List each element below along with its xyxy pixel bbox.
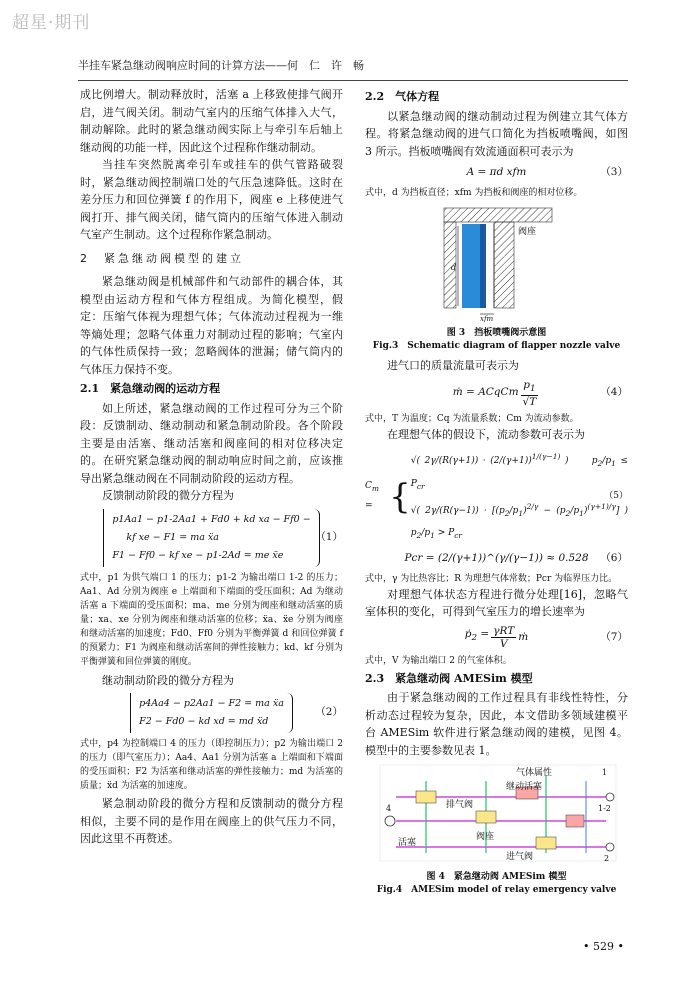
paragraph: 式中，V 为输出端口 2 的气室体积。 xyxy=(365,655,512,666)
figure-4-caption-en: Fig.4 AMESim model of relay emergency valve xyxy=(376,884,617,895)
paragraph: 式中，p1 为供气端口 1 的压力；p1-2 为输出端口 1-2 的压力；Aa1、Ad 分别为阀座 e 上端面和下端面的受压面积；Ad 为继动活塞 a 下端面的受压面积；ma、me 分别为阀座和继动活塞的质量；xa、xe 分别为阀座和继动活塞的位移；ẍa、ẍe 分别为阀座和继动活塞的加速度；Fd0、Ff0 分别为平衡弹簧 d 和回位弹簧 f 的预紧力；F1 为阀座和继动活塞间的弹性接触力；kd、kf 分别为平衡弹簧和回位弹簧的刚度。 xyxy=(80,572,343,667)
fig4-port-1: 1 xyxy=(601,768,607,778)
figure-4 xyxy=(365,761,628,897)
subsection-heading: 2.1 紧急继动阀的运动方程 xyxy=(80,382,221,395)
equation-body: A = πd xfm xyxy=(466,166,527,178)
equation-line: kf xe − F1 = ma ẍa xyxy=(126,531,219,543)
header-rule xyxy=(78,80,628,81)
paragraph: 继动制动阶段的微分方程为 xyxy=(102,673,234,687)
paragraph: 反馈制动阶段的微分方程为 xyxy=(102,489,234,502)
equation-body: ṁ = ACqCm xyxy=(452,386,519,399)
equation-number: （6） xyxy=(600,552,628,565)
figure-3-caption-en: Fig.3 Schematic diagram of flapper nozzle valve xyxy=(372,341,621,351)
watermark: 超星·期刊 xyxy=(12,13,91,33)
equation-1 xyxy=(80,509,343,567)
figure-3-caption-cn: 图 3 挡板喷嘴阀示意图 xyxy=(446,328,547,338)
flapper-nozzle-diagram xyxy=(422,204,572,322)
equation-line: p1Aa1 − p1-2Aa1 + Fd0 + kd xa − Ff0 − xyxy=(112,513,311,525)
equation-3 xyxy=(365,164,628,182)
label-valve-seat: 阀座 xyxy=(517,226,536,237)
fig4-label-valve-seat: 阀座 xyxy=(475,832,494,843)
equation-5: $C_m$ = { √( $2\gamma/(R(\gamma+1)) \cdot (2/(\gamma+1))^{1/(\gamma-1)}$ ) $p_2/p_1 \le P_{cr}$ √( $2\gamma/(R(\gamma-1)) \cdot [(p_2/p_1)^{2/\gamma} - (p_2/p_1)^{(\gamma+1)/\gamma}]$ ) $p_2/p_1 > P_{cr}$ （5） xyxy=(365,452,638,541)
figure-3 xyxy=(365,204,628,354)
equation-4: ṁ = ACqCm $\frac{p_1}{√T}$ （4） xyxy=(452,378,628,408)
paragraph: 对理想气体状态方程进行微分处理[16]，忽略气室体积的变化，可得到气室压力的增长速率为 xyxy=(365,587,628,619)
paragraph: 紧急制动阶段的微分方程和反馈制动的微分方程相似，主要不同的是作用在阀座上的供气压力不同，因此这里不再赘述。 xyxy=(80,797,343,845)
fig4-label-gas-properties: 气体属性 xyxy=(515,768,552,779)
equation-number: （5） xyxy=(604,490,628,501)
paragraph: 成比例增大。制动释放时，活塞 a 上移致使排气阀开启，进气阀关闭。制动气室内的压缩气体排入大气，制动解除。此时的紧急继动阀实际上与牵引车后轴上继动阀的功能一样，因此这个过程称作继动制动。 xyxy=(80,88,343,154)
equation-number: （2） xyxy=(315,706,343,719)
equation-7: ṗ$_2$ = $\frac{\text{γRT}}{V}$ ṁ （7） xyxy=(464,624,628,650)
right-column xyxy=(365,86,638,901)
equation-number: （4） xyxy=(600,386,628,399)
equation-line: p4Aa4 − p2Aa1 − F2 = ma ẍa xyxy=(139,698,284,709)
paragraph: 在理想气体的假设下，流动参数可表示为 xyxy=(387,427,585,441)
paragraph: 由于紧急继动阀的工作过程具有非线性特性，分析动态过程较为复杂，因此，本文借助多领域建模平台 AMESim 软件进行紧急继动阀的建模，见图 4。模型中的主要参数见表 1。 xyxy=(365,691,628,757)
label-diameter: d xyxy=(450,262,456,272)
equation-6 xyxy=(365,550,628,568)
equation-2 xyxy=(80,693,343,733)
amesim-model-diagram xyxy=(366,761,628,865)
paragraph: 紧急继动阀是机械部件和气动部件的耦合体，其模型由运动方程和气体方程组成。为简化模型，假定：压缩气体视为理想气体；气体流动过程视为一维等熵处理；忽略气体重力对制动过程的影响；气室内的气体性质保持一致；忽略阀体的泄漏；储气筒内的气体压力保持不变。 xyxy=(80,275,343,376)
paragraph: 以紧急继动阀的继动制动过程为例建立其气体方程。将紧急继动阀的进气口简化为挡板喷嘴阀，如图 3 所示。挡板喷嘴阀有效流通面积可表示为 xyxy=(365,109,628,158)
subsection-heading: 2.2 气体方程 xyxy=(365,90,440,103)
paragraph: 式中，d 为挡板直径；xfm 为挡板和阀座的相对位移。 xyxy=(365,187,583,198)
page-number: • 529 • xyxy=(583,940,624,953)
fig4-port-4: 4 xyxy=(385,804,391,814)
equation-number: （3） xyxy=(600,166,628,178)
equation-number: （1） xyxy=(315,530,343,543)
paragraph: 进气口的质量流量可表示为 xyxy=(387,359,519,372)
paragraph: 如上所述，紧急继动阀的工作过程可分为三个阶段：反馈制动、继动制动和紧急制动阶段。各个阶段主要是由活塞、继动活塞和阀座间的相对位移决定的。在研究紧急继动阀的制动响应时间之前，应该推导出紧急继动阀在不同制动阶段的运动方程。 xyxy=(80,401,343,485)
left-column xyxy=(80,86,343,848)
paragraph: 当挂车突然脱离牵引车或挂车的供气管路破裂时，紧急继动阀控制端口处的气压急速降低。这时在差分压力和回位弹簧 f 的作用下，阀座 e 上移使进气阀打开、排气阀关闭，储气筒内的压缩气体进入制动气室产生制动。这个过程称作紧急制动。 xyxy=(80,158,343,241)
equation-number: （7） xyxy=(600,630,628,643)
label-displacement: xfm xyxy=(479,314,493,322)
paragraph: 式中，γ 为比热容比；R 为理想气体常数；Pcr 为临界压力比。 xyxy=(365,573,618,584)
figure-4-caption-cn: 图 4 紧急继动阀 AMESim 模型 xyxy=(426,871,567,882)
subsection-heading: 2.3 紧急继动阀 AMESim 模型 xyxy=(365,671,533,685)
fig4-port-2: 2 xyxy=(603,854,609,864)
fig4-label-intake-valve: 进气阀 xyxy=(505,852,533,863)
fig4-label-relay-piston: 继动活塞 xyxy=(505,782,542,793)
fig4-label-exhaust-valve: 排气阀 xyxy=(445,800,473,811)
equation-line: F1 − Ff0 − kf xe − p1-2Ad = me ẍe xyxy=(112,549,284,561)
equation-body: Pcr = (2/(γ+1))^(γ/(γ−1)) ≈ 0.528 xyxy=(404,552,589,565)
section-heading: 2 紧急继动阀模型的建立 xyxy=(80,251,244,265)
fig4-port-1-2: 1-2 xyxy=(597,804,611,814)
running-header: 半挂车紧急继动阀响应时间的计算方法——何 仁 许 畅 xyxy=(78,59,364,72)
paragraph: 式中，T 为温度；Cq 为流量系数；Cm 为流动参数。 xyxy=(365,413,579,424)
fig4-label-piston: 活塞 xyxy=(397,838,416,849)
paragraph: 式中，p4 为控制端口 4 的压力（即控制压力）；p2 为输出端口 2 的压力（即气室压力）；Aa4、Aa1 分别为活塞 a 上端面和下端面的受压面积；F2 为活塞和继动活塞的弹性接触力；md 为活塞的质量；ẍd 为活塞的加速度。 xyxy=(80,739,343,791)
equation-line: F2 − Fd0 − kd xd = md ẍd xyxy=(139,716,269,727)
